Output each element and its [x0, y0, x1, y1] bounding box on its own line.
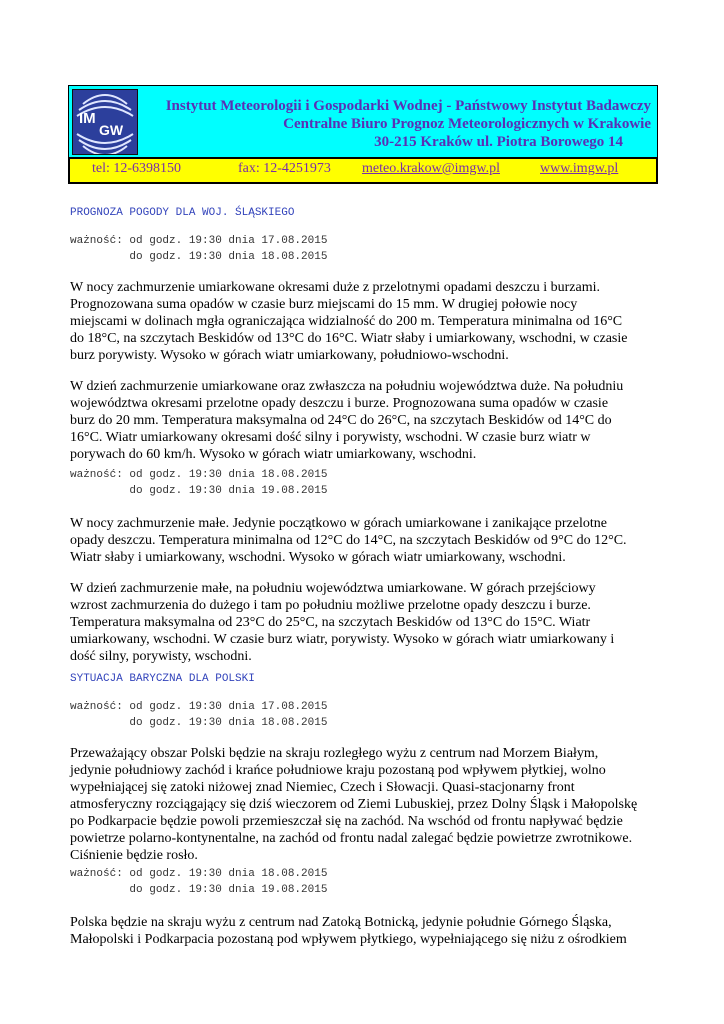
text-line: Prognozowana suma opadów w czasie burz miejscami do 15 mm. W drugiej połowie nocy: [70, 297, 578, 312]
phone-number: tel: 12-6398150: [92, 161, 182, 176]
forecast-title: PROGNOZA POGODY DLA WOJ. ŚLĄSKIEGO: [70, 207, 295, 219]
text-line: porywach do 60 km/h. Wysoko w górach wiatr umiarkowany, wschodni.: [70, 447, 477, 462]
forecast-night-2: [70, 515, 660, 566]
institute-name: Instytut Meteorologii i Gospodarki Wodnej - Państwowy Instytut Badawczy: [165, 98, 651, 114]
text-line: Polska będzie na skraju wyżu z centrum nad Zatoką Botnicką, jedynie południe Górnego Śląska,: [70, 915, 612, 930]
text-line: województwa okresami przelotne opady deszczu i burze. Prognozowana suma opadów w czasie: [70, 396, 609, 411]
bureau-name: Centralne Biuro Prognoz Meteorologicznych w Krakowie: [283, 116, 651, 132]
institute-address: 30-215 Kraków ul. Piotra Borowego 14: [374, 134, 623, 150]
forecast-night-1: [70, 279, 660, 364]
contact-bar: [68, 157, 658, 184]
website-link[interactable]: www.imgw.pl: [540, 161, 619, 176]
text-line: W nocy zachmurzenie małe. Jedynie początkowo w górach umiarkowane i zanikające przelotne: [70, 516, 607, 531]
text-line: dość silny, porywisty, wschodni.: [70, 649, 252, 664]
text-line: Ciśnienie będzie rosło.: [70, 848, 198, 863]
text-line: W nocy zachmurzenie umiarkowane okresami duże z przelotnymi opadami deszczu i burzami.: [70, 280, 600, 295]
text-line: Małopolski i Podkarpacia pozostaną pod wpływem płytkiego, wypełniającego się niżu z ośrodkiem: [70, 932, 627, 947]
text-line: opady deszczu. Temperatura minimalna od 12°C do 14°C, na szczytach Beskidów od 9°C do 12°C.: [70, 533, 627, 548]
synoptic-para-1: [70, 745, 660, 864]
text-line: Temperatura maksymalna od 23°C do 25°C, na szczytach Beskidów od 13°C do 15°C. Wiatr: [70, 615, 591, 630]
text-line: W dzień zachmurzenie małe, na południu województwa umiarkowane. W górach przejściowy: [70, 581, 596, 596]
forecast-validity-1: ważność: od godz. 19:30 dnia 17.08.2015 do godz. 19:30 dnia 18.08.2015: [70, 235, 328, 263]
text-line: jedynie południowy zachód i krańce południowe kraju pozostaną pod wpływem płytkiej, wolno: [70, 763, 606, 778]
synoptic-title: SYTUACJA BARYCZNA DLA POLSKI: [70, 673, 255, 685]
forecast-day-2: [70, 580, 660, 665]
text-line: po Podkarpacie będzie powoli przemieszczał się na zachód. Na wschód od frontu napływać będzie: [70, 814, 623, 829]
text-line: do 18°C, na szczytach Beskidów od 13°C do 16°C. Wiatr słaby i umiarkowany, wschodni, w czasie: [70, 331, 628, 346]
synoptic-para-2: [70, 914, 660, 948]
synoptic-validity-1: ważność: od godz. 19:30 dnia 17.08.2015 do godz. 19:30 dnia 18.08.2015: [70, 701, 328, 729]
logo-text-bottom: GW: [99, 122, 124, 138]
text-line: wzrost zachmurzenia do dużego i tam po południu możliwe przelotne opady deszczu i burze.: [70, 598, 591, 613]
synoptic-validity-2: ważność: od godz. 19:30 dnia 18.08.2015 do godz. 19:30 dnia 19.08.2015: [70, 868, 328, 896]
text-line: umiarkowany, wschodni. W czasie burz wiatr, porywisty. Wysoko w górach wiatr umiarkowany i: [70, 632, 615, 647]
text-line: wypełniającej się zatoki niżowej znad Niemiec, Czech i Słowacji. Quasi-stacjonarny front: [70, 780, 575, 795]
text-line: burz porywisty. Wysoko w górach wiatr umiarkowany, południowo-wschodni.: [70, 348, 509, 363]
text-line: atmosferyczny rozciągający się dziś wieczorem od Ziemi Lubuskiej, przez Dolny Śląsk i Małopolskę: [70, 797, 638, 812]
institute-header: [68, 85, 658, 159]
imgw-logo-graphic: [73, 90, 137, 154]
logo-text-top: IM: [79, 110, 96, 127]
text-line: W dzień zachmurzenie umiarkowane oraz zwłaszcza na południu województwa duże. Na południu: [70, 379, 624, 394]
text-line: Wiatr słaby i umiarkowany, wschodni. Wysoko w górach wiatr umiarkowany, wschodni.: [70, 550, 566, 565]
email-link[interactable]: meteo.krakow@imgw.pl: [362, 161, 500, 176]
forecast-day-1: [70, 378, 660, 463]
text-line: Przeważający obszar Polski będzie na skraju rozległego wyżu z centrum nad Morzem Białym,: [70, 746, 599, 761]
text-line: burz do 20 mm. Temperatura maksymalna od 24°C do 26°C, na szczytach Beskidów od 14°C do: [70, 413, 612, 428]
imgw-logo: [72, 89, 138, 155]
text-line: powietrze polarno-kontynentalne, na zachód od frontu nadal zalegać będzie powietrze zwrotnikowe.: [70, 831, 633, 846]
forecast-validity-2: ważność: od godz. 19:30 dnia 18.08.2015 do godz. 19:30 dnia 19.08.2015: [70, 469, 328, 497]
fax-number: fax: 12-4251973: [238, 161, 331, 176]
text-line: 16°C. Wiatr umiarkowany okresami dość silny i porywisty, wschodni. W czasie burz wiatr w: [70, 430, 591, 445]
text-line: miejscami w dolinach mgła ograniczająca widzialność do 200 m. Temperatura minimalna od 16°C: [70, 314, 623, 329]
